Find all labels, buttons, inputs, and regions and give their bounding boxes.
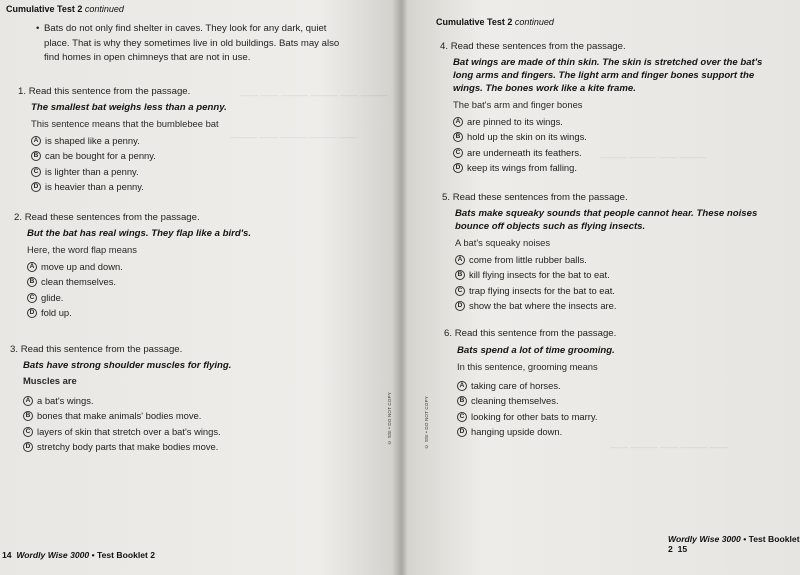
question-prompt: The bat's arm and finger bones	[453, 99, 583, 110]
answer-option-c[interactable]	[31, 164, 348, 179]
option-letter: C	[23, 427, 33, 437]
running-head-continued: continued	[514, 17, 554, 27]
option-text: is heavier than a penny.	[45, 180, 144, 192]
option-letter: A	[23, 396, 33, 406]
answer-option-a[interactable]	[453, 114, 785, 129]
show-through-text: —— ——— —— ——— ——	[610, 442, 729, 452]
option-text: layers of skin that stretch over a bat's wings.	[37, 425, 221, 437]
option-letter: B	[31, 151, 41, 161]
option-text: taking care of horses.	[471, 380, 561, 391]
question-passage: Bats spend a lot of time grooming.	[457, 345, 615, 356]
option-letter: D	[453, 163, 463, 173]
answer-option-d[interactable]	[23, 439, 340, 454]
page-number: 14	[2, 550, 12, 560]
option-letter: D	[457, 427, 467, 437]
option-text: show the bat where the insects are.	[469, 299, 617, 311]
question-passage: Bats make squeaky sounds that people cannot hear. These noises bounce off objects such as flying insects.	[455, 208, 758, 232]
question-number: 3.	[10, 344, 19, 355]
option-text: is shaped like a penny.	[45, 135, 140, 146]
answer-option-d[interactable]	[27, 305, 344, 320]
question-4	[440, 40, 785, 175]
option-text: fold up.	[41, 306, 72, 318]
question-prompt: In this sentence, grooming means	[457, 361, 598, 372]
answer-option-d[interactable]	[455, 298, 787, 313]
option-text: kill flying insects for the bat to eat.	[469, 269, 610, 281]
option-text: can be bought for a penny.	[45, 150, 156, 162]
option-text: are underneath its feathers.	[467, 146, 582, 158]
right-page	[402, 0, 800, 575]
answer-option-d[interactable]	[457, 424, 789, 439]
question-number: 1.	[18, 86, 27, 97]
question-passage: The smallest bat weighs less than a penny.	[31, 102, 227, 113]
question-3	[10, 343, 340, 454]
question-2	[14, 211, 344, 320]
option-text: stretchy body parts that make bodies move.	[37, 440, 219, 452]
page-number: 15	[677, 544, 688, 554]
question-6	[444, 327, 789, 439]
question-number: 2.	[14, 212, 23, 223]
question-number: 5.	[442, 192, 451, 203]
option-letter: D	[27, 308, 37, 318]
copyright-notice: © SSI • DO NOT COPY	[387, 392, 392, 445]
option-text: keep its wings from falling.	[467, 161, 577, 173]
answer-option-d[interactable]	[453, 160, 785, 175]
left-page	[0, 0, 398, 575]
option-letter: C	[453, 148, 463, 158]
answer-option-a[interactable]	[457, 378, 789, 393]
option-text: glide.	[41, 291, 64, 303]
copyright-notice: © SSI • DO NOT COPY	[424, 396, 429, 449]
answer-option-c[interactable]	[453, 145, 785, 160]
question-5	[442, 191, 787, 313]
book-title: Wordly Wise 3000	[668, 534, 741, 544]
option-letter: A	[457, 381, 467, 391]
running-head-title: Cumulative Test 2	[6, 4, 83, 14]
option-text: move up and down.	[41, 261, 123, 272]
question-number: 6.	[444, 328, 453, 339]
option-letter: A	[31, 136, 41, 146]
question-prompt: Here, the word flap means	[27, 244, 137, 255]
answer-option-b[interactable]	[455, 267, 787, 282]
page-footer	[668, 534, 800, 554]
option-letter: B	[453, 132, 463, 142]
question-intro: Read these sentences from the passage.	[24, 212, 200, 223]
option-letter: C	[27, 293, 37, 303]
passage-bullet	[36, 22, 354, 66]
question-prompt: A bat's squeaky noises	[455, 237, 551, 248]
question-prompt: Muscles are	[23, 375, 77, 386]
question-intro: Read these sentences from the passage.	[452, 192, 628, 203]
page-footer	[2, 550, 155, 560]
question-passage: Bats have strong shoulder muscles for flying.	[23, 360, 232, 371]
option-text: hanging upside down.	[471, 425, 563, 437]
option-text: looking for other bats to marry.	[471, 410, 598, 422]
option-letter: C	[455, 286, 465, 296]
answer-option-a[interactable]	[23, 393, 340, 408]
answer-option-d[interactable]	[31, 179, 348, 194]
answer-option-b[interactable]	[457, 393, 789, 408]
option-letter: C	[31, 167, 41, 177]
answer-option-b[interactable]	[31, 148, 348, 163]
question-intro: Read this sentence from the passage.	[28, 86, 191, 97]
question-intro: Read these sentences from the passage.	[450, 41, 626, 52]
option-letter: A	[453, 117, 463, 127]
option-letter: A	[455, 255, 465, 265]
running-head-title: Cumulative Test 2	[436, 17, 513, 27]
bullet-icon: •	[36, 23, 40, 34]
answer-option-c[interactable]	[455, 283, 787, 298]
option-letter: C	[457, 412, 467, 422]
question-passage: But the bat has real wings. They flap like a bird's.	[27, 228, 252, 239]
running-head-continued: continued	[84, 4, 124, 14]
question-intro: Read this sentence from the passage.	[454, 328, 617, 339]
answer-option-c[interactable]	[23, 424, 340, 439]
question-prompt: This sentence means that the bumblebee bat	[31, 118, 219, 129]
answer-option-b[interactable]	[453, 129, 785, 144]
book-subtitle: • Test Booklet 2	[668, 534, 800, 554]
option-letter: D	[23, 442, 33, 452]
question-intro: Read this sentence from the passage.	[20, 344, 183, 355]
option-letter: B	[23, 411, 33, 421]
option-text: clean themselves.	[41, 276, 117, 288]
option-letter: B	[27, 277, 37, 287]
running-head	[436, 17, 554, 27]
option-text: trap flying insects for the bat to eat.	[469, 284, 615, 296]
book-subtitle: • Test Booklet 2	[91, 550, 156, 560]
option-letter: D	[455, 301, 465, 311]
option-letter: A	[27, 262, 37, 272]
answer-option-c[interactable]	[457, 409, 789, 424]
question-1	[18, 85, 348, 194]
bullet-text: Bats do not only find shelter in caves. They look for any dark, quiet place. That is why they sometimes live in old buildings. Bats may also find homes in open chimneys that are not in use.	[44, 23, 340, 63]
answer-option-a[interactable]	[455, 252, 787, 267]
answer-option-a[interactable]	[27, 259, 344, 274]
running-head	[6, 4, 124, 14]
question-number: 4.	[440, 41, 449, 52]
answer-option-b[interactable]	[23, 408, 340, 423]
option-text: hold up the skin on its wings.	[467, 131, 587, 143]
option-letter: B	[457, 396, 467, 406]
option-text: is lighter than a penny.	[45, 165, 139, 177]
answer-option-a[interactable]	[31, 133, 348, 148]
question-passage: Bat wings are made of thin skin. The skin is stretched over the bat's long arms and fingers. The light arm and finger bones support the wings. The bones work like a kite frame.	[453, 57, 763, 94]
show-through-text: ——— —— ——— ——— —— ——	[240, 90, 388, 100]
show-through-text: —— ——— ——— —— ———	[230, 132, 358, 142]
book-title: Wordly Wise 3000	[16, 550, 90, 560]
option-text: a bat's wings.	[37, 395, 94, 406]
option-text: cleaning themselves.	[471, 395, 559, 407]
answer-option-b[interactable]	[27, 274, 344, 289]
option-letter: D	[31, 182, 41, 192]
show-through-text: ——— —— ——— ———	[600, 152, 707, 162]
option-letter: B	[455, 270, 465, 280]
answer-option-c[interactable]	[27, 290, 344, 305]
option-text: bones that make animals' bodies move.	[37, 410, 202, 422]
option-text: come from little rubber balls.	[469, 254, 587, 265]
option-text: are pinned to its wings.	[467, 116, 563, 127]
